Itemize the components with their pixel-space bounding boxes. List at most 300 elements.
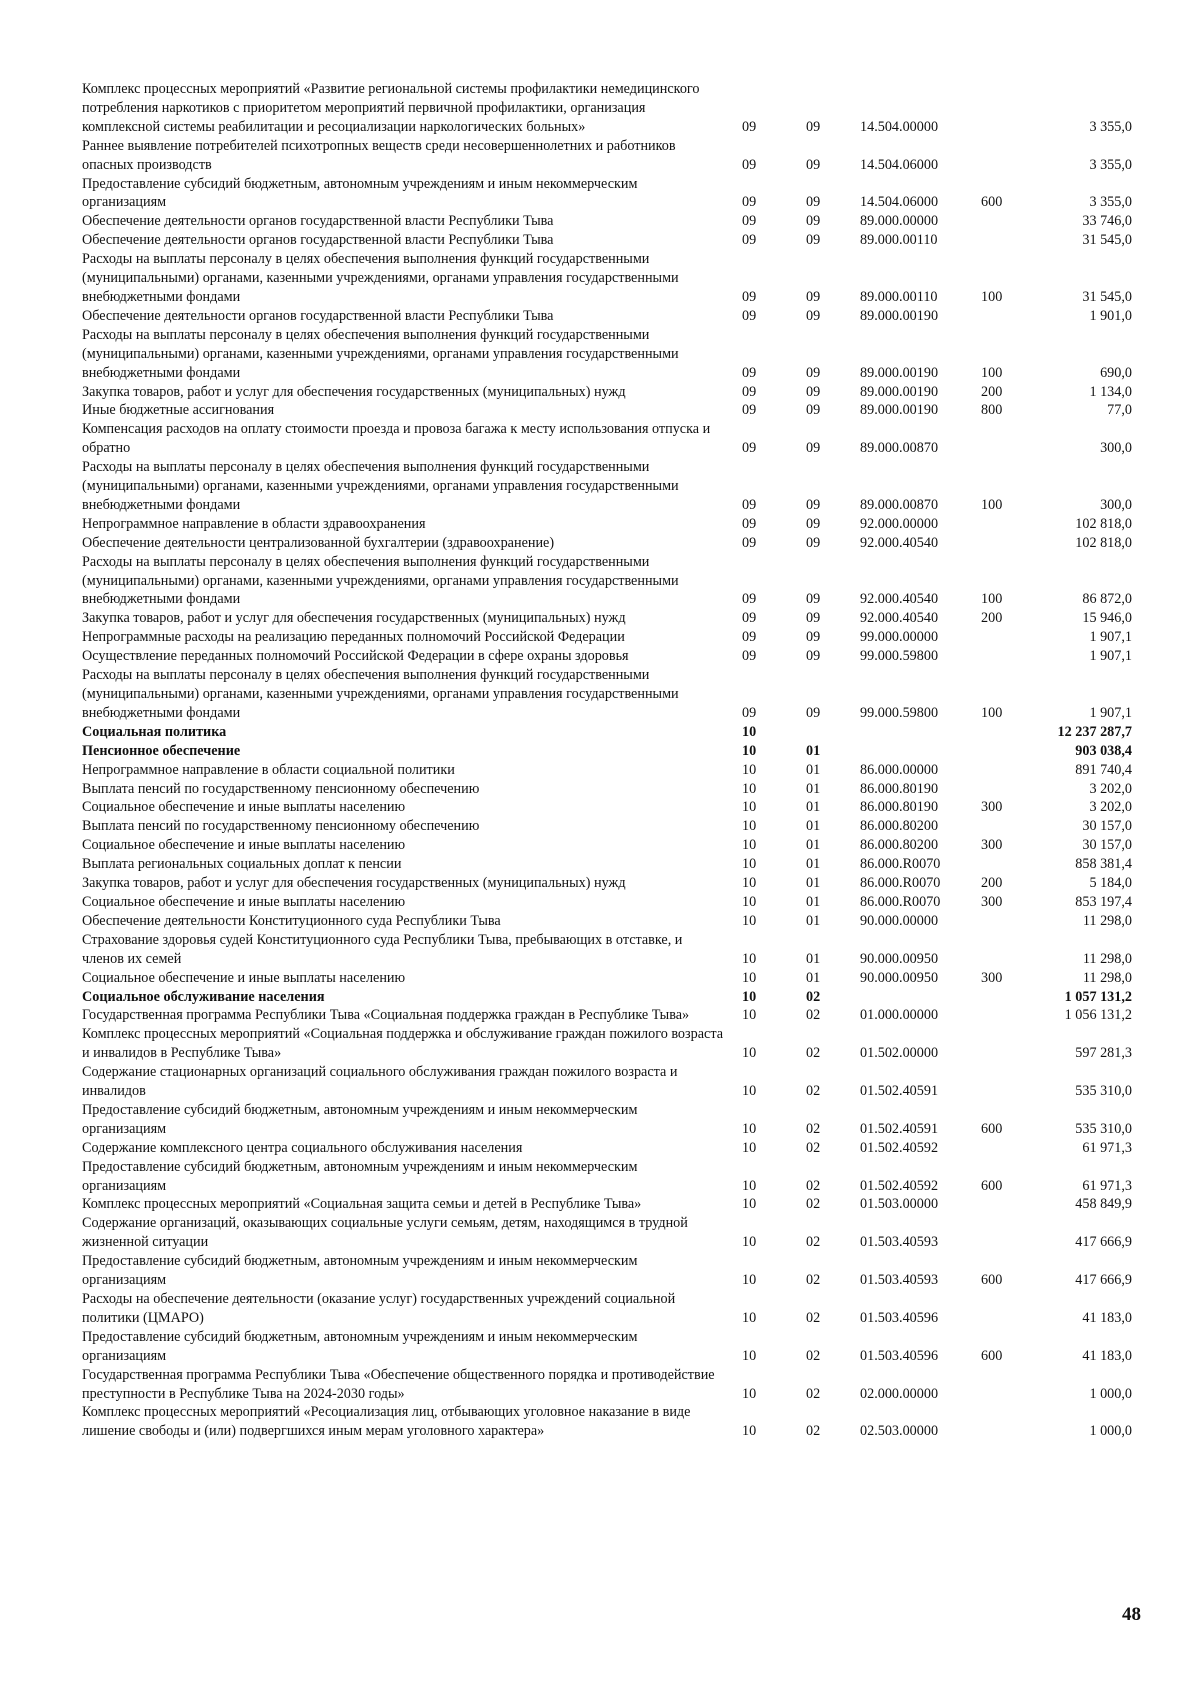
subsection-code: 02 [806,1234,821,1251]
expense-type-code: 600 [981,1177,1003,1194]
target-article-code: 86.000.80200 [860,837,939,854]
section-code: 09 [742,648,757,665]
section-code: 10 [742,1120,757,1137]
table-row [82,1214,1132,1252]
table-row [82,1063,1132,1101]
amount: 1 057 131,2 [1064,988,1132,1005]
table-row [82,515,1132,534]
target-article-code: 01.502.40592 [860,1139,939,1156]
amount: 61 971,3 [1082,1177,1132,1194]
expense-type-code [981,420,1047,458]
row-name: Предоставление субсидий бюджетным, автономным учреждениям и иным некоммерческим организациям [82,175,638,211]
amount: 41 183,0 [1082,1347,1132,1364]
target-article-code: 02.000.00000 [860,1385,939,1402]
target-article-code: 01.503.40596 [860,1347,939,1364]
row-name: Страхование здоровья судей Конституционного суда Республики Тыва, пребывающих в отставке, и членов их семей [82,931,683,967]
expense-type-code [981,1214,1047,1252]
table-row [82,80,1132,137]
expense-type-code [981,1195,1047,1214]
row-name: Комплекс процессных мероприятий «Развитие региональной системы профилактики немедицинского потребления наркотиков с приоритетом мероприятий первичной профилактики, организация комплексной системы реабилитации и ресоциализации наркологических больных» [82,81,700,135]
subsection-code: 02 [806,1272,821,1289]
row-name: Расходы на выплаты персоналу в целях обеспечения выполнения функций государственными (муниципальными) органами, казенными учреждениями, органами управления государственными внебюджетными фондами [82,251,679,305]
amount: 300,0 [1100,496,1132,513]
expense-type-code [981,723,1047,742]
target-article-code: 99.000.59800 [860,648,939,665]
section-code: 10 [742,988,757,1005]
section-code: 09 [742,307,757,324]
row-name: Социальное обслуживание населения [82,988,325,1005]
target-article-code: 89.000.00870 [860,440,939,457]
section-code: 09 [742,194,757,211]
subsection-code: 02 [806,1045,821,1062]
budget-table-body [82,80,1132,1441]
table-row [82,1006,1132,1025]
section-code: 09 [742,629,757,646]
target-article-code: 86.000.80190 [860,780,939,797]
row-name: Раннее выявление потребителей психотропных веществ среди несовершеннолетних и работников опасных производств [82,137,676,173]
amount: 535 310,0 [1075,1120,1132,1137]
subsection-code: 09 [806,232,821,249]
budget-table [82,80,1132,1441]
target-article-code: 01.502.40591 [860,1120,939,1137]
expense-type-code [981,628,1047,647]
target-article-code: 90.000.00000 [860,912,939,929]
subsection-code [802,723,850,742]
section-code: 10 [742,1423,757,1440]
table-row [82,401,1132,420]
target-article-code: 89.000.00190 [860,364,939,381]
row-name: Непрограммные расходы на реализацию переданных полномочий Российской Федерации [82,629,625,646]
target-article-code: 01.000.00000 [860,1007,939,1024]
amount: 1 907,1 [1089,629,1132,646]
subsection-code: 09 [806,118,821,135]
row-name: Непрограммное направление в области здравоохранения [82,515,426,532]
row-name: Компенсация расходов на оплату стоимости проезда и провоза багажа к месту использования отпуска и обратно [82,421,711,457]
row-name: Социальное обеспечение и иные выплаты населению [82,799,406,816]
target-article-code [850,723,981,742]
target-article-code: 90.000.00950 [860,969,939,986]
row-name: Пенсионное обеспечение [82,742,241,759]
table-row [82,893,1132,912]
target-article-code: 14.504.00000 [860,118,939,135]
table-row [82,1025,1132,1063]
section-code: 09 [742,591,757,608]
subsection-code: 09 [806,383,821,400]
table-row [82,212,1132,231]
expense-type-code: 600 [981,194,1003,211]
row-name: Иные бюджетные ассигнования [82,402,275,419]
expense-type-code [981,1139,1047,1158]
subsection-code: 01 [806,818,821,835]
subsection-code: 01 [806,875,821,892]
row-name: Обеспечение деятельности органов государственной власти Республики Тыва [82,232,554,249]
subsection-code: 09 [806,591,821,608]
expense-type-code [981,855,1047,874]
expense-type-code [981,231,1047,250]
subsection-code: 02 [806,1385,821,1402]
target-article-code: 89.000.00190 [860,383,939,400]
table-row [82,874,1132,893]
subsection-code: 09 [806,194,821,211]
section-code: 09 [742,534,757,551]
subsection-code: 09 [806,402,821,419]
section-code: 10 [742,799,757,816]
subsection-code: 09 [806,515,821,532]
target-article-code: 90.000.00950 [860,950,939,967]
row-name: Выплата региональных социальных доплат к пенсии [82,856,402,873]
target-article-code: 89.000.00000 [860,213,939,230]
expense-type-code [981,1063,1047,1101]
table-row [82,1158,1132,1196]
subsection-code: 02 [806,1177,821,1194]
expense-type-code: 800 [981,402,1003,419]
amount: 31 545,0 [1082,288,1132,305]
target-article-code: 02.503.00000 [860,1423,939,1440]
section-code: 10 [742,1139,757,1156]
section-code: 10 [742,1007,757,1024]
amount: 61 971,3 [1082,1139,1132,1156]
subsection-code: 09 [806,307,821,324]
expense-type-code [981,1006,1047,1025]
section-code: 10 [742,856,757,873]
row-name: Содержание комплексного центра социального обслуживания населения [82,1139,523,1156]
table-row [82,609,1132,628]
target-article-code [850,988,981,1007]
target-article-code: 01.503.40593 [860,1272,939,1289]
subsection-code: 01 [806,912,821,929]
row-name: Обеспечение деятельности органов государственной власти Республики Тыва [82,213,554,230]
table-row [82,1403,1132,1441]
subsection-code: 01 [806,780,821,797]
target-article-code: 89.000.00190 [860,402,939,419]
subsection-code: 01 [806,761,821,778]
subsection-code: 09 [806,496,821,513]
row-name: Обеспечение деятельности Конституционного суда Республики Тыва [82,912,501,929]
table-row [82,723,1132,742]
row-name: Социальное обеспечение и иные выплаты населению [82,893,406,910]
section-code: 09 [742,402,757,419]
amount: 86 872,0 [1082,591,1132,608]
expense-type-code [981,1290,1047,1328]
row-name: Расходы на обеспечение деятельности (оказание услуг) государственных учреждений социальной политики (ЦМАРО) [82,1291,676,1326]
subsection-code: 02 [806,988,821,1005]
expense-type-code: 300 [981,893,1003,910]
amount: 31 545,0 [1082,232,1132,249]
subsection-code: 09 [806,364,821,381]
amount: 1 907,1 [1089,648,1132,665]
target-article-code: 89.000.00110 [860,288,938,305]
amount: 3 355,0 [1089,118,1132,135]
row-name: Содержание стационарных организаций социального обслуживания граждан пожилого возраста и инвалидов [82,1064,678,1100]
amount: 30 157,0 [1082,818,1132,835]
expense-type-code [981,307,1047,326]
expense-type-code [981,742,1047,761]
section-code: 10 [742,1177,757,1194]
amount: 1 134,0 [1089,383,1132,400]
table-row [82,250,1132,307]
section-code: 10 [742,1083,757,1100]
row-name: Выплата пенсий по государственному пенсионному обеспечению [82,780,480,797]
row-name: Расходы на выплаты персоналу в целях обеспечения выполнения функций государственными (муниципальными) органами, казенными учреждениями, органами управления государственными внебюджетными фондами [82,326,679,381]
table-row [82,1195,1132,1214]
amount: 11 298,0 [1082,950,1132,967]
subsection-code: 02 [806,1309,821,1326]
table-row [82,647,1132,666]
target-article-code: 86.000.R0070 [860,856,941,873]
section-code: 10 [742,950,757,967]
section-code: 10 [742,837,757,854]
subsection-code: 02 [806,1007,821,1024]
expense-type-code: 100 [981,704,1003,721]
section-code: 09 [742,440,757,457]
section-code: 10 [742,1385,757,1402]
table-row [82,969,1132,988]
expense-type-code: 100 [981,591,1003,608]
expense-type-code [981,1025,1047,1063]
row-name: Предоставление субсидий бюджетным, автономным учреждениям и иным некоммерческим организациям [82,1328,638,1364]
expense-type-code [981,1366,1047,1404]
row-name: Комплекс процессных мероприятий «Ресоциализация лиц, отбывающих уголовное наказание в виде лишение свободы и (или) подвергшихся иным мерам уголовного характера» [82,1404,691,1440]
expense-type-code: 600 [981,1120,1003,1137]
row-name: Государственная программа Республики Тыва «Социальная поддержка граждан в Республике Тыва» [82,1007,690,1024]
table-row [82,1252,1132,1290]
target-article-code: 92.000.00000 [860,515,939,532]
subsection-code: 01 [806,799,821,816]
table-row [82,742,1132,761]
subsection-code: 09 [806,704,821,721]
row-name: Расходы на выплаты персоналу в целях обеспечения выполнения функций государственными (муниципальными) органами, казенными учреждениями, органами управления государственными внебюджетными фондами [82,553,679,608]
section-code: 10 [742,1045,757,1062]
target-article-code [850,742,981,761]
expense-type-code [981,534,1047,553]
table-row [82,1366,1132,1404]
target-article-code: 86.000.00000 [860,761,939,778]
subsection-code: 01 [806,893,821,910]
table-row [82,666,1132,723]
section-code: 10 [742,875,757,892]
expense-type-code [981,988,1047,1007]
row-name: Комплекс процессных мероприятий «Социальная поддержка и обслуживание граждан пожилого возраста и инвалидов в Республике Тыва» [82,1026,723,1062]
section-code: 09 [742,288,757,305]
amount: 1 000,0 [1089,1423,1132,1440]
expense-type-code: 200 [981,610,1003,627]
expense-type-code: 300 [981,837,1003,854]
section-code: 10 [742,742,757,759]
amount: 1 901,0 [1089,307,1132,324]
target-article-code: 14.504.06000 [860,156,939,173]
section-code: 10 [742,761,757,778]
amount: 3 355,0 [1089,194,1132,211]
expense-type-code [981,780,1047,799]
amount: 1 056 131,2 [1064,1007,1132,1024]
expense-type-code [981,1403,1047,1441]
expense-type-code [981,647,1047,666]
row-name: Закупка товаров, работ и услуг для обеспечения государственных (муниципальных) нужд [82,383,626,400]
amount: 458 849,9 [1075,1196,1132,1213]
subsection-code: 02 [806,1423,821,1440]
amount: 690,0 [1100,364,1132,381]
expense-type-code [981,212,1047,231]
section-code: 09 [742,364,757,381]
row-name: Расходы на выплаты персоналу в целях обеспечения выполнения функций государственными (муниципальными) органами, казенными учреждениями, органами управления государственными внебюджетными фондами [82,459,679,513]
row-name: Социальное обеспечение и иные выплаты населению [82,969,406,986]
section-code: 09 [742,515,757,532]
amount: 891 740,4 [1075,761,1132,778]
subsection-code: 09 [806,440,821,457]
expense-type-code: 100 [981,496,1003,513]
amount: 1 907,1 [1089,704,1132,721]
row-name: Предоставление субсидий бюджетным, автономным учреждениям и иным некоммерческим организациям [82,1253,638,1289]
expense-type-code: 200 [981,383,1003,400]
subsection-code: 09 [806,156,821,173]
row-name: Закупка товаров, работ и услуг для обеспечения государственных (муниципальных) нужд [82,875,626,892]
expense-type-code: 100 [981,288,1003,305]
table-row [82,988,1132,1007]
target-article-code: 86.000.R0070 [860,893,941,910]
row-name: Обеспечение деятельности органов государственной власти Республики Тыва [82,307,554,324]
amount: 3 355,0 [1089,156,1132,173]
target-article-code: 92.000.40540 [860,610,939,627]
subsection-code: 01 [806,856,821,873]
expense-type-code [981,931,1047,969]
table-row [82,458,1132,515]
table-row [82,1101,1132,1139]
table-row [82,912,1132,931]
expense-type-code: 300 [981,799,1003,816]
amount: 41 183,0 [1082,1309,1132,1326]
section-code: 09 [742,496,757,513]
section-code: 10 [742,723,757,740]
target-article-code: 92.000.40540 [860,534,939,551]
amount: 15 946,0 [1082,610,1132,627]
table-row [82,817,1132,836]
subsection-code: 09 [806,610,821,627]
section-code: 10 [742,912,757,929]
target-article-code: 89.000.00870 [860,496,939,513]
amount: 535 310,0 [1075,1083,1132,1100]
expense-type-code: 100 [981,364,1003,381]
section-code: 10 [742,780,757,797]
amount: 1 000,0 [1089,1385,1132,1402]
target-article-code: 99.000.00000 [860,629,939,646]
expense-type-code: 300 [981,969,1003,986]
subsection-code: 09 [806,534,821,551]
expense-type-code [981,761,1047,780]
row-name: Предоставление субсидий бюджетным, автономным учреждениям и иным некоммерческим организациям [82,1158,638,1194]
section-code: 10 [742,1309,757,1326]
section-code: 10 [742,1347,757,1364]
target-article-code: 01.503.40593 [860,1234,939,1251]
target-article-code: 01.503.00000 [860,1196,939,1213]
row-name: Государственная программа Республики Тыва «Обеспечение общественного порядка и противодействие преступности в Республике Тыва на 2024-2030 годы» [82,1366,715,1402]
target-article-code: 86.000.R0070 [860,875,941,892]
subsection-code: 02 [806,1083,821,1100]
page-number: 48 [1122,1604,1141,1625]
amount: 11 298,0 [1082,912,1132,929]
expense-type-code [981,80,1047,137]
row-name: Выплата пенсий по государственному пенсионному обеспечению [82,818,480,835]
table-row [82,1139,1132,1158]
target-article-code: 01.502.00000 [860,1045,939,1062]
amount: 903 038,4 [1075,742,1132,759]
table-row [82,553,1132,610]
expense-type-code [981,137,1047,175]
section-code: 09 [742,383,757,400]
amount: 11 298,0 [1082,969,1132,986]
subsection-code: 01 [806,950,821,967]
amount: 102 818,0 [1075,515,1132,532]
amount: 300,0 [1100,440,1132,457]
row-name: Расходы на выплаты персоналу в целях обеспечения выполнения функций государственными (муниципальными) органами, казенными учреждениями, органами управления государственными внебюджетными фондами [82,667,679,721]
target-article-code: 86.000.80190 [860,799,939,816]
section-code: 09 [742,213,757,230]
table-row [82,931,1132,969]
target-article-code: 92.000.40540 [860,591,939,608]
amount: 12 237 287,7 [1057,723,1132,740]
table-row [82,534,1132,553]
expense-type-code [981,817,1047,836]
subsection-code: 02 [806,1120,821,1137]
amount: 417 666,9 [1075,1234,1132,1251]
target-article-code: 89.000.00110 [860,232,938,249]
row-name: Социальное обеспечение и иные выплаты населению [82,837,406,854]
amount: 853 197,4 [1075,893,1132,910]
table-row [82,1290,1132,1328]
subsection-code: 09 [806,288,821,305]
amount: 858 381,4 [1075,856,1132,873]
table-row [82,780,1132,799]
section-code: 10 [742,1196,757,1213]
row-name: Содержание организаций, оказывающих социальные услуги семьям, детям, находящимся в трудной жизненной ситуации [82,1215,688,1251]
table-row [82,326,1132,383]
section-code: 10 [742,818,757,835]
expense-type-code: 600 [981,1272,1003,1289]
target-article-code: 01.502.40591 [860,1083,939,1100]
subsection-code: 09 [806,648,821,665]
section-code: 10 [742,969,757,986]
section-code: 10 [742,893,757,910]
amount: 417 666,9 [1075,1272,1132,1289]
table-row [82,855,1132,874]
table-row [82,175,1132,213]
table-row [82,761,1132,780]
target-article-code: 89.000.00190 [860,307,939,324]
subsection-code: 09 [806,213,821,230]
table-row [82,1328,1132,1366]
row-name: Комплекс процессных мероприятий «Социальная защита семьи и детей в Республике Тыва» [82,1196,642,1213]
table-row [82,231,1132,250]
subsection-code: 09 [806,629,821,646]
expense-type-code: 600 [981,1347,1003,1364]
subsection-code: 02 [806,1139,821,1156]
amount: 3 202,0 [1089,799,1132,816]
section-code: 09 [742,118,757,135]
expense-type-code [981,912,1047,931]
row-name: Осуществление переданных полномочий Российской Федерации в сфере охраны здоровья [82,648,629,665]
row-name: Закупка товаров, работ и услуг для обеспечения государственных (муниципальных) нужд [82,610,626,627]
table-row [82,383,1132,402]
table-row [82,628,1132,647]
table-row [82,137,1132,175]
section-code: 10 [742,1234,757,1251]
section-code: 09 [742,156,757,173]
table-row [82,836,1132,855]
row-name: Предоставление субсидий бюджетным, автономным учреждениям и иным некоммерческим организациям [82,1101,638,1137]
subsection-code: 02 [806,1196,821,1213]
amount: 102 818,0 [1075,534,1132,551]
subsection-code: 01 [806,969,821,986]
amount: 3 202,0 [1089,780,1132,797]
